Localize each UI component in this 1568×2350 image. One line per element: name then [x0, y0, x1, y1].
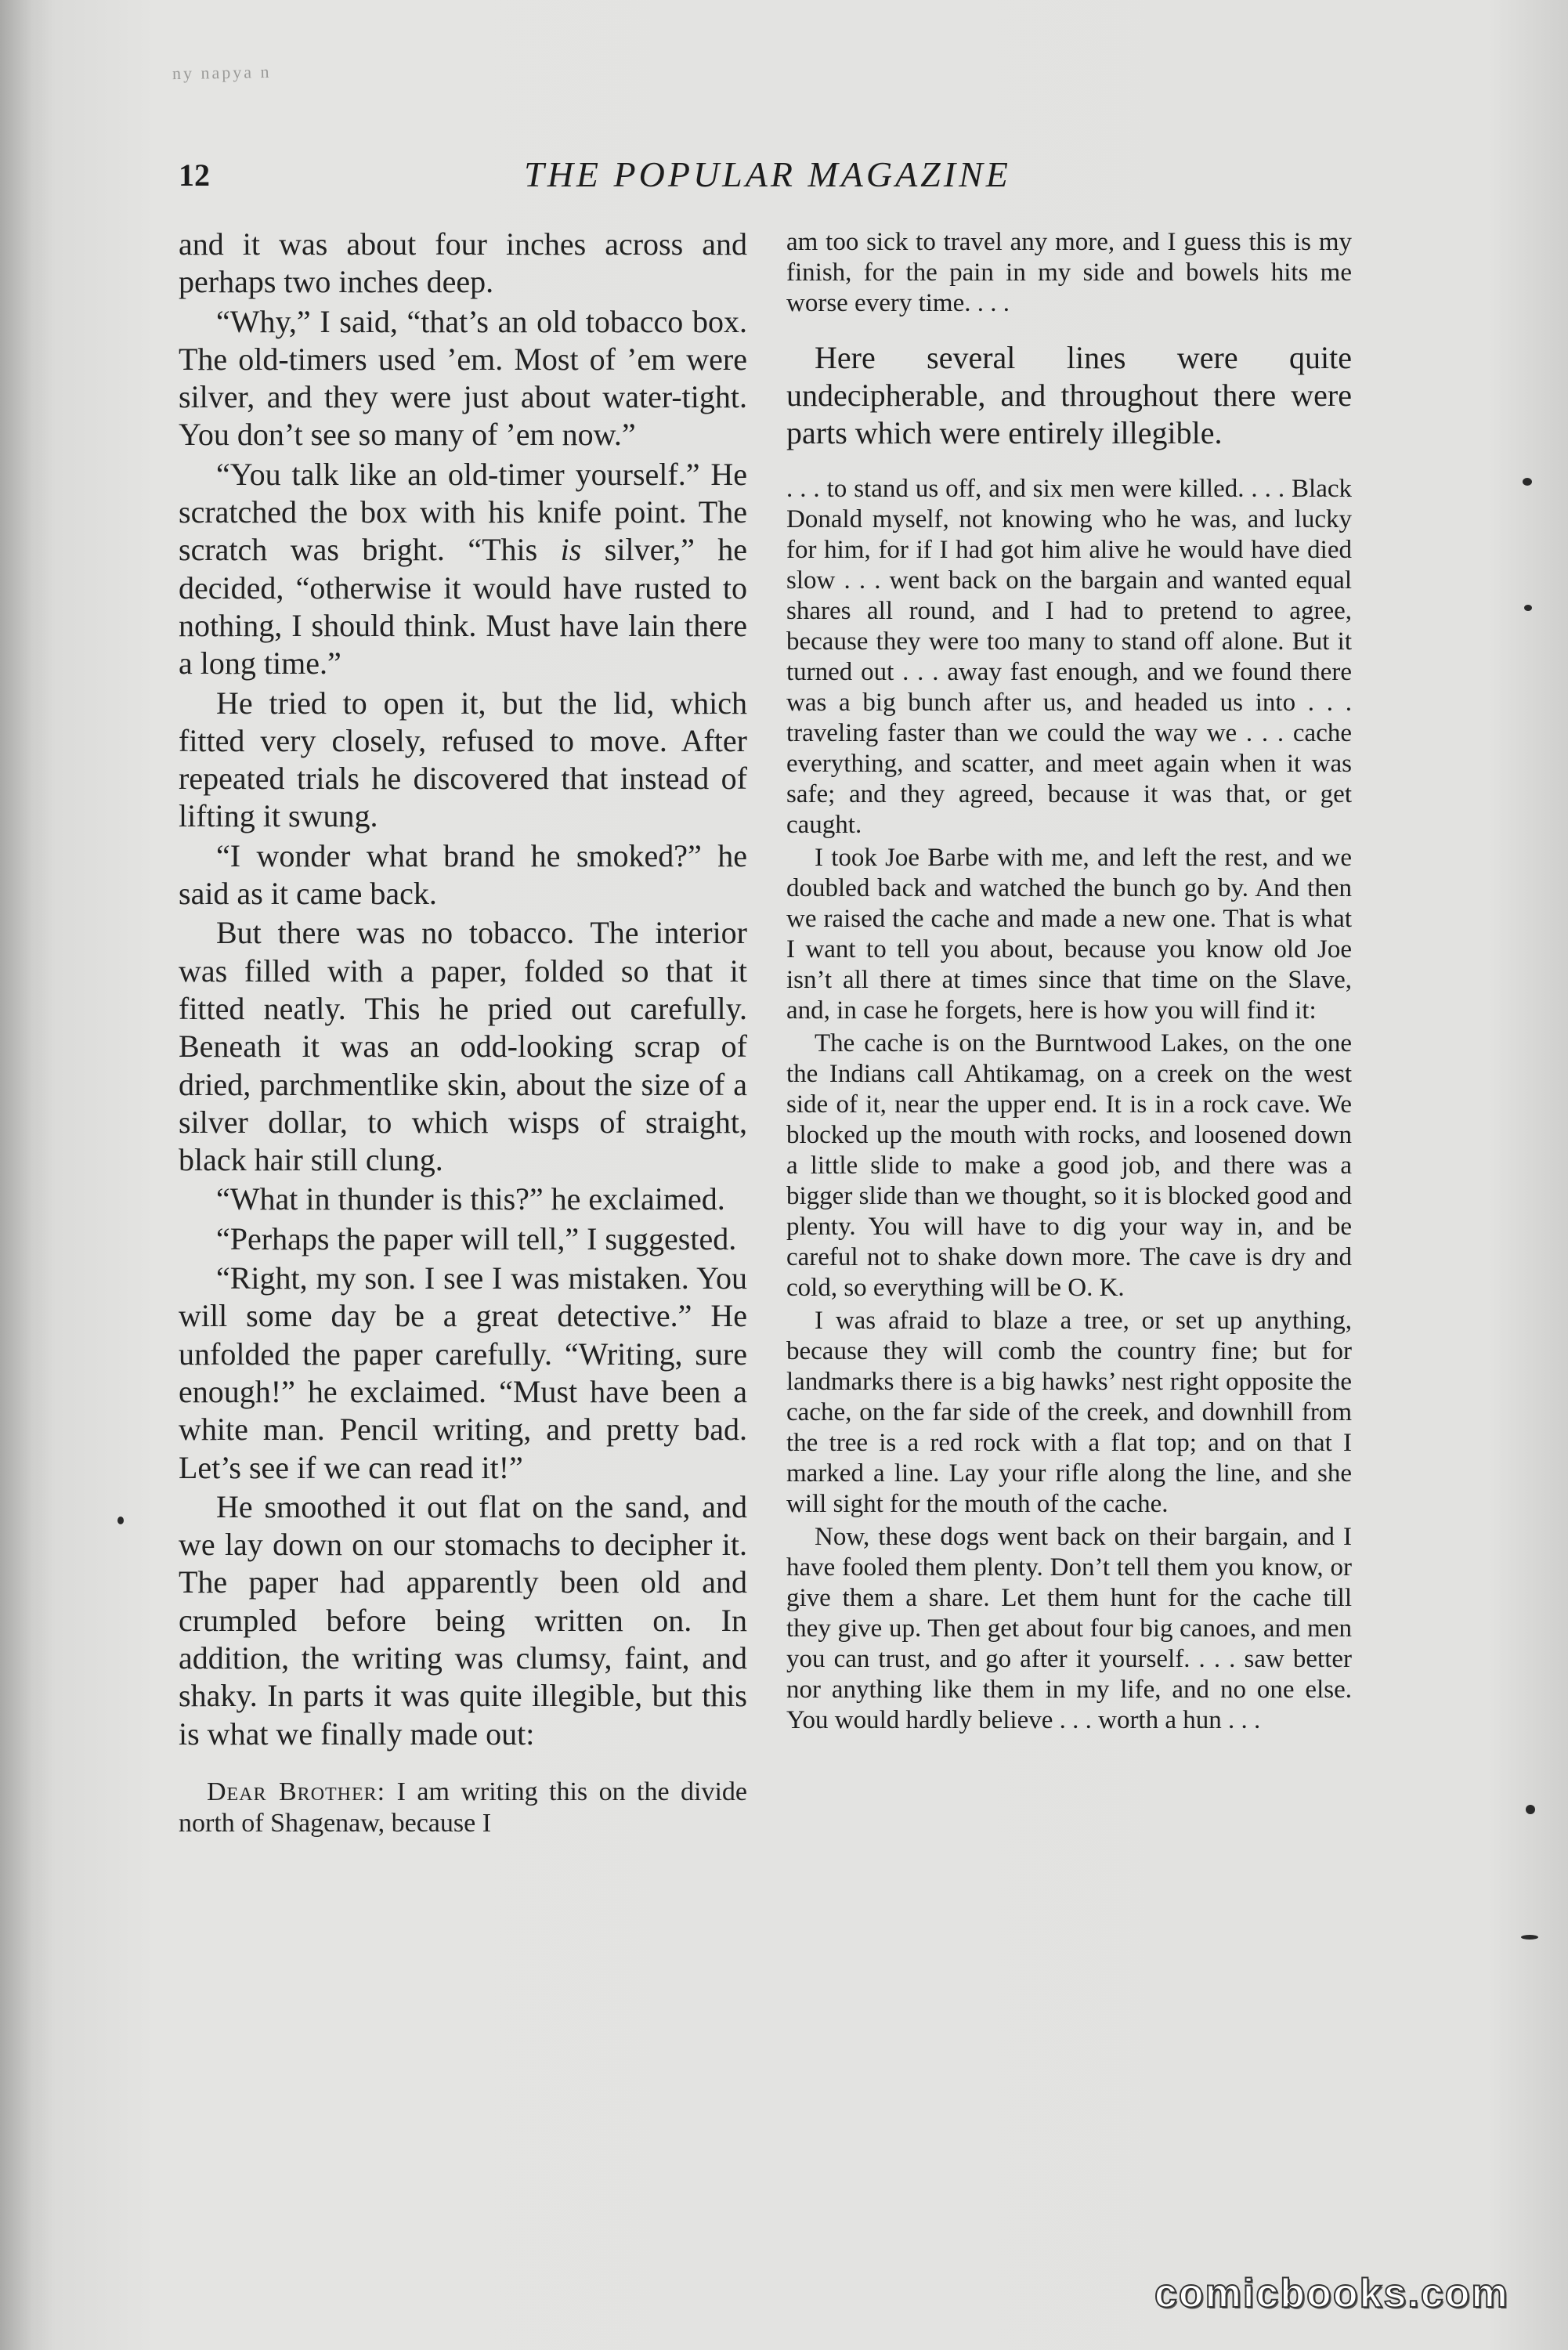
right-column	[786, 227, 1352, 1738]
left-column	[179, 226, 747, 1841]
speck	[1521, 1935, 1538, 1940]
letter-paragraph: The cache is on the Burntwood Lakes, on the one the Indians call Ahtikamag, on a creek on the west side of it, near the upper end. It is in a rock cave. We blocked up the mouth with rocks, and loosened down a little slide to make a good job, and there was a bigger slide than we thought, so it is blocked good and plenty. You will have to dig your way in, and be careful not to shake down more. The cave is dry and cold, so everything will be O. K.	[786, 1029, 1352, 1302]
letter-text: I am writing this on the divide north of Shagenaw, because I	[179, 1777, 748, 1838]
paragraph-text: “You talk like an old-timer yourself.” He scratched the box with his knife point. The scratch was bright.	[179, 456, 747, 568]
paragraph: He smoothed it out flat on the sand, and we lay down on our stomachs to decipher it. The paper had apparently been old and crumpled before being written on. In addition, the writing was clumsy, faint, and shaky. In parts it was quite illegible, but this is what we finally made out:	[179, 1488, 747, 1752]
paragraph: But there was no tobacco. The interior was filled with a paper, folded so that it fitted neatly. This he pried out carefully. Beneath it was an odd-looking scrap of dried, parchmentlike skin, about the size of a silver dollar, to which wisps of straight, black hair still clung.	[179, 915, 747, 1178]
letter-salutation: Dear Brother:	[207, 1777, 386, 1806]
paragraph-text: “This	[468, 532, 561, 568]
letter-paragraph: Now, these dogs went back on their bargain, and I have fooled them plenty. Don’t tell them you know, or give them a share. Let them hunt for the cache till they give up. Then get about four big canoes, and men you can trust, and go after it yourself. . . . saw better nor anything like them in my life, and no one else. You would hardly believe . . . worth a hun . . .	[786, 1523, 1352, 1734]
speck	[117, 1517, 124, 1524]
faint-scribble: ny napya n	[172, 61, 272, 84]
emphasis-text: is	[560, 532, 582, 568]
paragraph: He tried to open it, but the lid, which fitted very closely, refused to move. After repeated trials he discovered that instead of lifting it swung.	[179, 685, 747, 834]
page-number: 12	[179, 157, 210, 193]
paragraph: “Right, my son. I see I was mistaken. You will some day be a great detective.” He unfolded the paper carefully. “Writing, sure enough!” he exclaimed. “Must have been a white man. Pencil writing, and pretty bad. Let’s see if we can read it!”	[179, 1260, 747, 1485]
paragraph: and it was about four inches across and perhaps two inches deep.	[179, 226, 747, 300]
speck	[1526, 1805, 1535, 1814]
letter-paragraph: I took Joe Barbe with me, and left the rest, and we doubled back and watched the bunch go by. And then we raised the cache and made a new one. That is what I want to tell you about, because you know old Joe isn’t all there at times since that time on the Slave, and, in case he forgets, here is how you will find it:	[786, 844, 1352, 1025]
speck	[1524, 605, 1532, 611]
letter-paragraph: am too sick to travel any more, and I guess this is my finish, for the pain in my side and bowels hits me worse every time. . . .	[786, 228, 1352, 317]
speck	[1523, 478, 1532, 486]
letter-paragraph: . . . to stand us off, and six men were killed. . . . Black Donald myself, not knowing who he was, and lucky for him, for if I had got him alive he would have died slow . . . went back on the bargain and wanted equal shares all round, and I had to pretend to agree, because they were too many to stand off alone. But it turned out . . . away fast enough, and we found there was a big bunch after us, and headed us into . . . traveling faster than we could the way we . . . cache everything, and scatter, and meet again when it was safe; and they agreed, because it was that, or get caught.	[786, 475, 1352, 839]
running-title: THE POPULAR MAGAZINE	[524, 154, 1011, 194]
letter-opening	[179, 1777, 747, 1839]
watermark-logo: comicbooks.com	[1154, 2271, 1509, 2316]
paragraph: “What in thunder is this?” he exclaimed.	[216, 1181, 725, 1217]
paragraph: “Why,” I said, “that’s an old tobacco box. The old-timers used ’em. Most of ’em were silver, and they were just about water-tight. You don’t see so many of ’em now.”	[179, 303, 747, 453]
paragraph	[179, 456, 747, 683]
letter-paragraph: I was afraid to blaze a tree, or set up anything, because they will comb the country fine; but for landmarks there is a big hawks’ nest right opposite the cache, on the far side of the creek, and downhill from the tree is a red rock with a flat top; and on that I marked a line. Lay your rifle along the line, and she will sight for the mouth of the cache.	[786, 1307, 1352, 1518]
spine-shadow	[0, 0, 55, 2350]
paragraph: “Perhaps the paper will tell,” I suggested.	[216, 1220, 737, 1256]
paragraph: “I wonder what brand he smoked?” he said as it came back.	[179, 837, 747, 912]
paragraph-text: silver,” he decided, “otherwise it would have rusted to nothing, I should think. Must have lain there a long time.”	[179, 532, 748, 682]
narration-interlude: Here several lines were quite undecipherable, and throughout there were parts which were entirely illegible.	[786, 340, 1352, 450]
